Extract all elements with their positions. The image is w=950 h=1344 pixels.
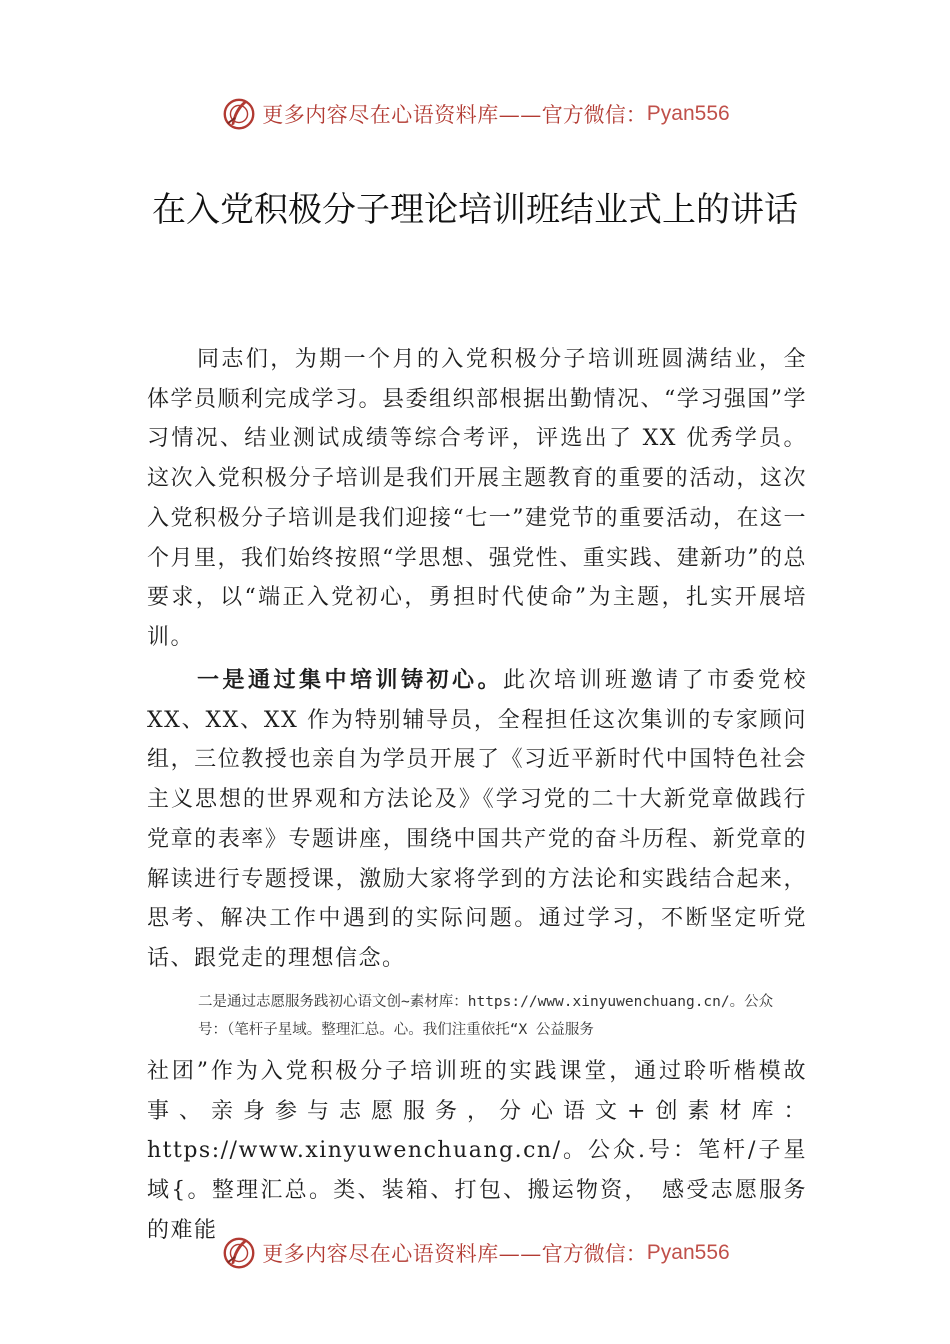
source-note [198, 988, 848, 1044]
source-note-line2: 号：（笔杆子星域。整理汇总。心。我们注重依托“X 公益服务 [198, 1022, 594, 1038]
paragraph-training-text: 此次培训班邀请了市委党校 XX、XX、XX 作为特别辅导员，全程担任这次集训的专家顾问组，三位教授也亲自为学员开展了《习近平新时代中国特色社会主义思想的世界观和方法论及》《学习党的二十大新党章做践行党章的表率》专题讲座，围绕中国共产党的奋斗历程、新党章的解读进行专题授课，激励大家将学到的方法论和实践结合起来，思考、解决工作中遇到的实际问题。通过学习，不断坚定听党话、跟党走的理想信念。 [147, 668, 807, 971]
footer-banner [0, 1233, 950, 1273]
paragraph-intro: 同志们，为期一个月的入党积极分子培训班圆满结业，全体学员顺利完成学习。县委组织部根据出勤情况、“学习强国”学习情况、结业测试成绩等综合考评，评选出了 XX 优秀学员。这次入党积极分子培训是我们开展主题教育的重要的活动，这次入党积极分子培训是我们迎接“七一”建党节的重要活动，在这一个月里，我们始终按照“学思想、强党性、重实践、建新功”的总要求，以“端正入党初心，勇担时代使命”为主题，扎实开展培训。 [147, 347, 807, 650]
banner-wechat-id: Pyan556 [646, 1241, 730, 1264]
source-note-line1: 二是通过志愿服务践初心语文创~素材库：https://www.xinyuwenchuang.cn/。公众 [198, 994, 774, 1010]
banner-wechat-id: Pyan556 [646, 102, 730, 125]
banner-wechat-label: 官方微信： [541, 1242, 647, 1266]
header-banner [0, 94, 950, 134]
paragraph-lead: 一是通过集中培训铸初心。 [197, 668, 503, 693]
quill-seal-icon [220, 95, 258, 133]
banner-wechat-label: 官方微信： [541, 103, 647, 127]
paragraph-volunteer: 社团”作为入党积极分子培训班的实践课堂，通过聆听楷模故事、亲身参与志愿服务，分心语文+创素材库：https://www.xinyuwenchuang.cn/。公众.号：笔杆/子星域{。整理汇总。类、装箱、打包、搬运物资， 感受志愿服务的难能 [147, 1059, 807, 1243]
banner-text: 更多内容尽在心语资料库—— [262, 103, 542, 127]
paragraph-training [147, 661, 807, 979]
quill-seal-icon [220, 1234, 258, 1272]
document-title: 在入党积极分子理论培训班结业式上的讲话 [152, 190, 798, 230]
banner-text: 更多内容尽在心语资料库—— [262, 1242, 542, 1266]
